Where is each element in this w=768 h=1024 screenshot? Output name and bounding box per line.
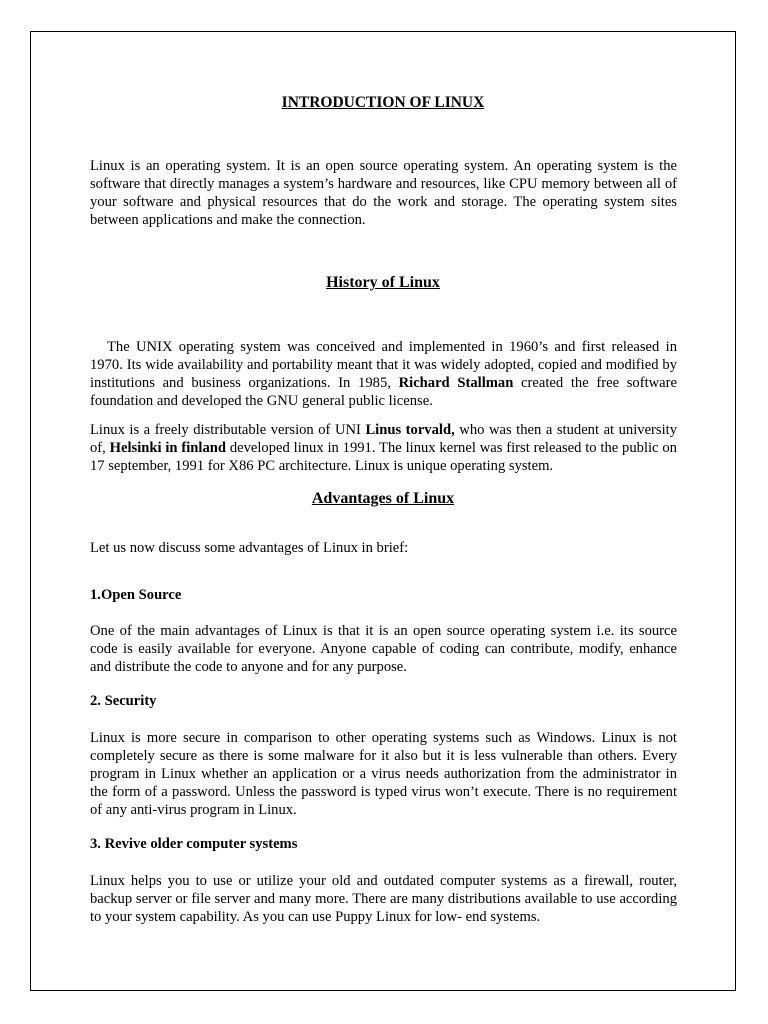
history-p2-text-c: developed linux in 1991. The linux kernel was first released to the public on 17 september, 1991 for X86 PC architecture. Linux is unique operating system. (90, 440, 677, 474)
intro-paragraph: Linux is an operating system. It is an open source operating system. An operating system is the software that directly manages a system’s hardware and resources, like CPU memory between all of your software and physical resources that do the work and storage. The operating system sites between applications and make the connection. (90, 158, 677, 228)
history-paragraph-2 (90, 421, 677, 475)
history-p1-text-b: created the free software foundation and developed the GNU general public license. (90, 375, 677, 409)
history-heading: History of Linux (326, 274, 440, 291)
history-p1-text-a: The UNIX operating system was conceived and implemented in 1960’s and first released in 1970. Its wide availability and portability meant that it was widely adopted, copied and modified by institutions and business organizations. In 1985, (90, 339, 677, 391)
advantage-heading-open-source: 1.Open Source (90, 587, 182, 603)
advantages-intro: Let us now discuss some advantages of Linux in brief: (90, 540, 409, 556)
history-paragraph-1 (90, 338, 677, 410)
history-p2-text-a: Linux is a freely distributable version of UNI (90, 422, 366, 438)
history-p2-bold-2: Helsinki in finland (109, 440, 226, 456)
advantage-text-security: Linux is more secure in comparison to other operating systems such as Windows. Linux is not completely secure as there is some malware for it also but it is less vulnerable than others. Every program in Linux whether an application or a virus needs authorization from the administrator in the form of a password. Unless the password is typed virus won’t execute. There is no requirement of any anti-virus program in Linux. (90, 730, 677, 818)
advantages-heading: Advantages of Linux (311, 490, 455, 507)
history-p1-bold: Richard Stallman (398, 375, 514, 391)
advantage-text-open-source: One of the main advantages of Linux is that it is an open source operating system i.e. its source code is easily available for everyone. Anyone capable of coding can contribute, modify, enhance and distribute the code to anyone and for any purpose. (90, 623, 677, 675)
history-p2-text-b: who was then a student at university of, (90, 422, 678, 456)
document-title: INTRODUCTION OF LINUX (281, 94, 485, 111)
history-p2-bold-1: Linus torvald, (365, 422, 455, 438)
advantage-heading-security: 2. Security (90, 693, 157, 709)
advantage-heading-revive: 3. Revive older computer systems (90, 836, 298, 852)
advantage-text-revive: Linux helps you to use or utilize your old and outdated computer systems as a firewall, router, backup server or file server and many more. There are many distributions available to use according to your system capability. As you can use Puppy Linux for low- end systems. (90, 873, 677, 925)
